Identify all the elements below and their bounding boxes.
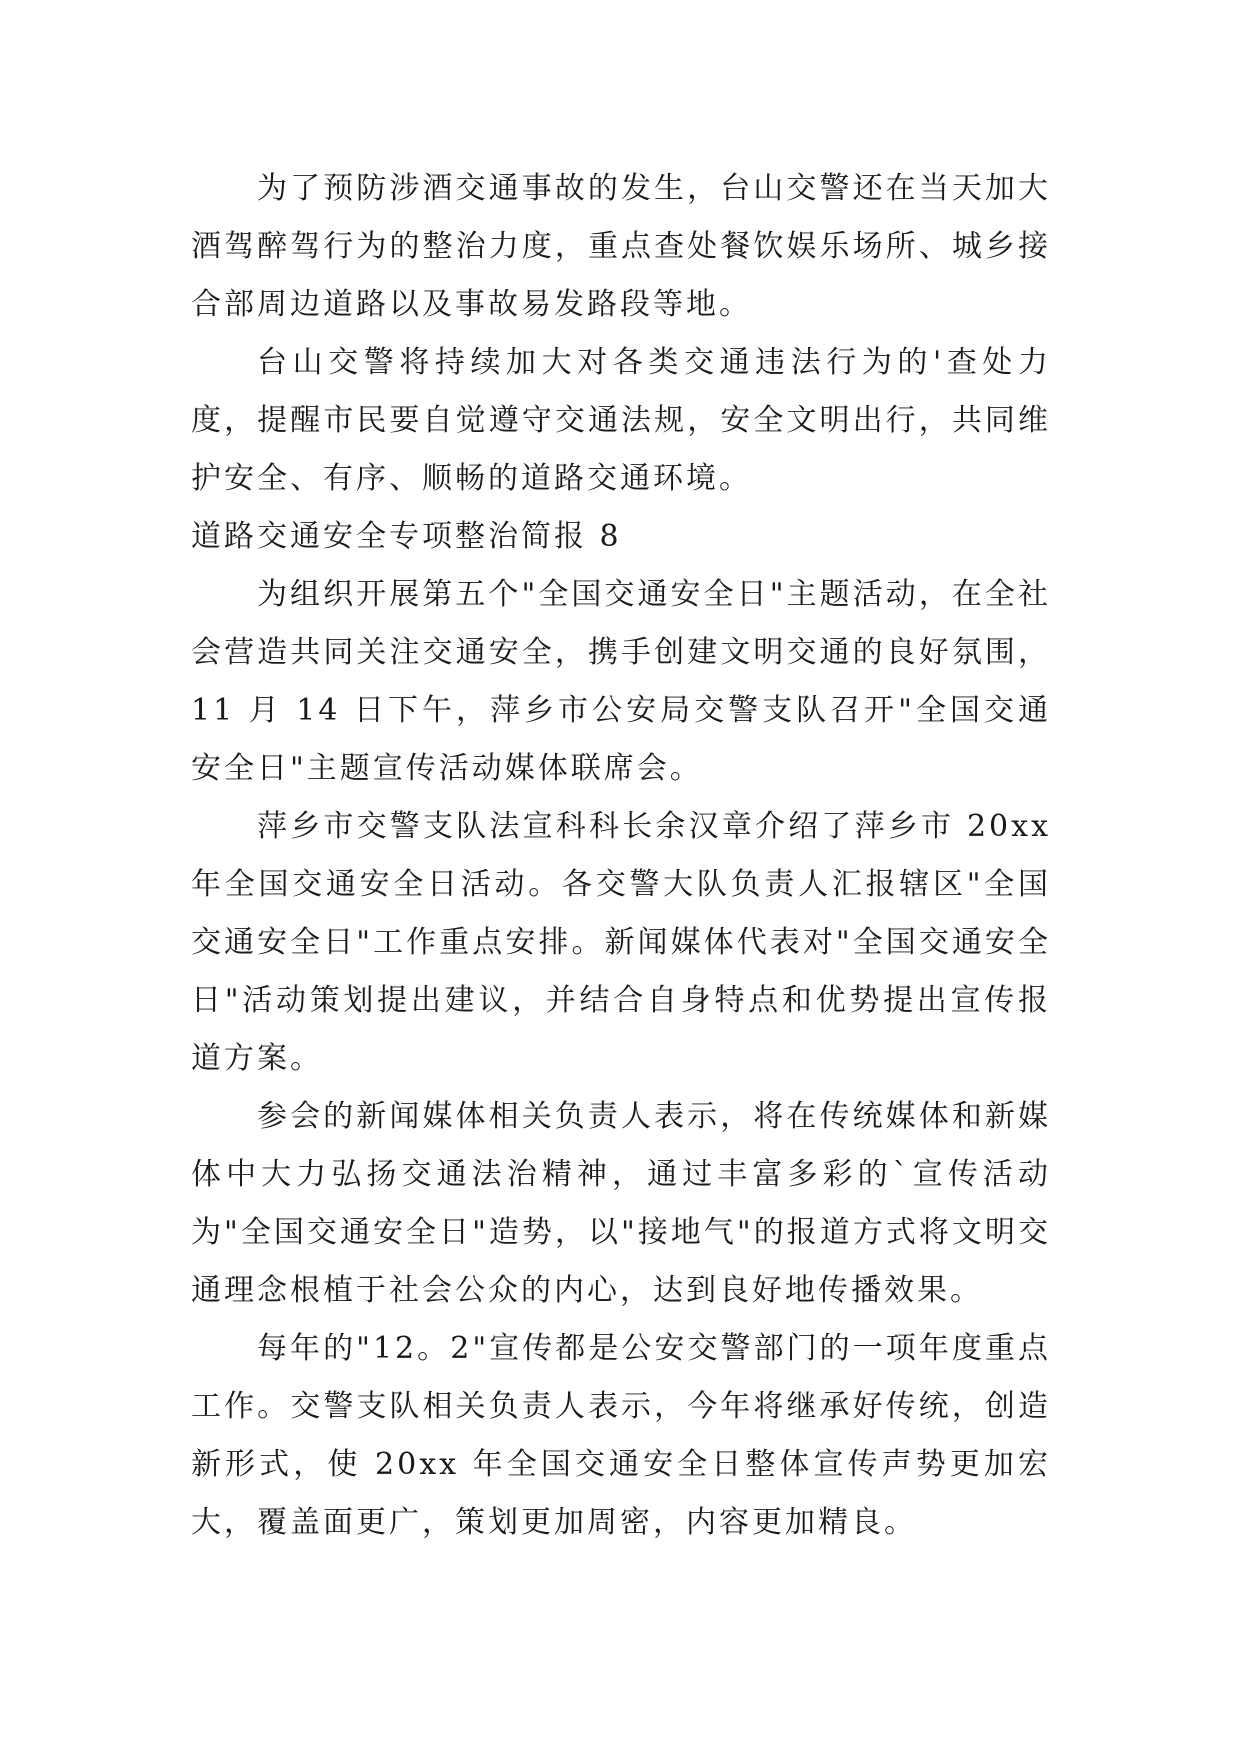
section-heading-briefing-8: 道路交通安全专项整治简报 8 [191, 519, 622, 554]
paragraph-annual-campaign: 每年的"12。2"宣传都是公安交警部门的一项年度重点工作。交警支队相关负责人表示，今年将继承好传统，创造新形式，使 20xx 年全国交通安全日整体宣传声势更加宏大，覆盖面更广，策划更加周密，内容更加精良。 [191, 1331, 1051, 1540]
paragraph-continued-enforcement: 台山交警将持续加大对各类交通违法行为的'查处力度，提醒市民要自觉遵守交通法规，安全文明出行，共同维护安全、有序、顺畅的道路交通环境。 [191, 345, 1051, 496]
document-body [191, 160, 1051, 1552]
paragraph-media-meeting: 为组织开展第五个"全国交通安全日"主题活动，在全社会营造共同关注交通安全，携手创建文明交通的良好氛围，11 月 14 日下午，萍乡市公安局交警支队召开"全国交通安全日"主题宣传活动媒体联席会。 [191, 577, 1051, 786]
paragraph-media-commitment: 参会的新闻媒体相关负责人表示，将在传统媒体和新媒体中大力弘扬交通法治精神，通过丰富多彩的`宣传活动为"全国交通安全日"造势，以"接地气"的报道方式将文明交通理念根植于社会公众的内心，达到良好地传播效果。 [191, 1099, 1051, 1308]
paragraph-activity-introduction: 萍乡市交警支队法宣科科长余汉章介绍了萍乡市 20xx 年全国交通安全日活动。各交警大队负责人汇报辖区"全国交通安全日"工作重点安排。新闻媒体代表对"全国交通安全日"活动策划提出建议，并结合自身特点和优势提出宣传报道方案。 [191, 809, 1051, 1076]
paragraph-drunk-driving-crackdown: 为了预防涉酒交通事故的发生，台山交警还在当天加大酒驾醉驾行为的整治力度，重点查处餐饮娱乐场所、城乡接合部周边道路以及事故易发路段等地。 [191, 171, 1051, 322]
